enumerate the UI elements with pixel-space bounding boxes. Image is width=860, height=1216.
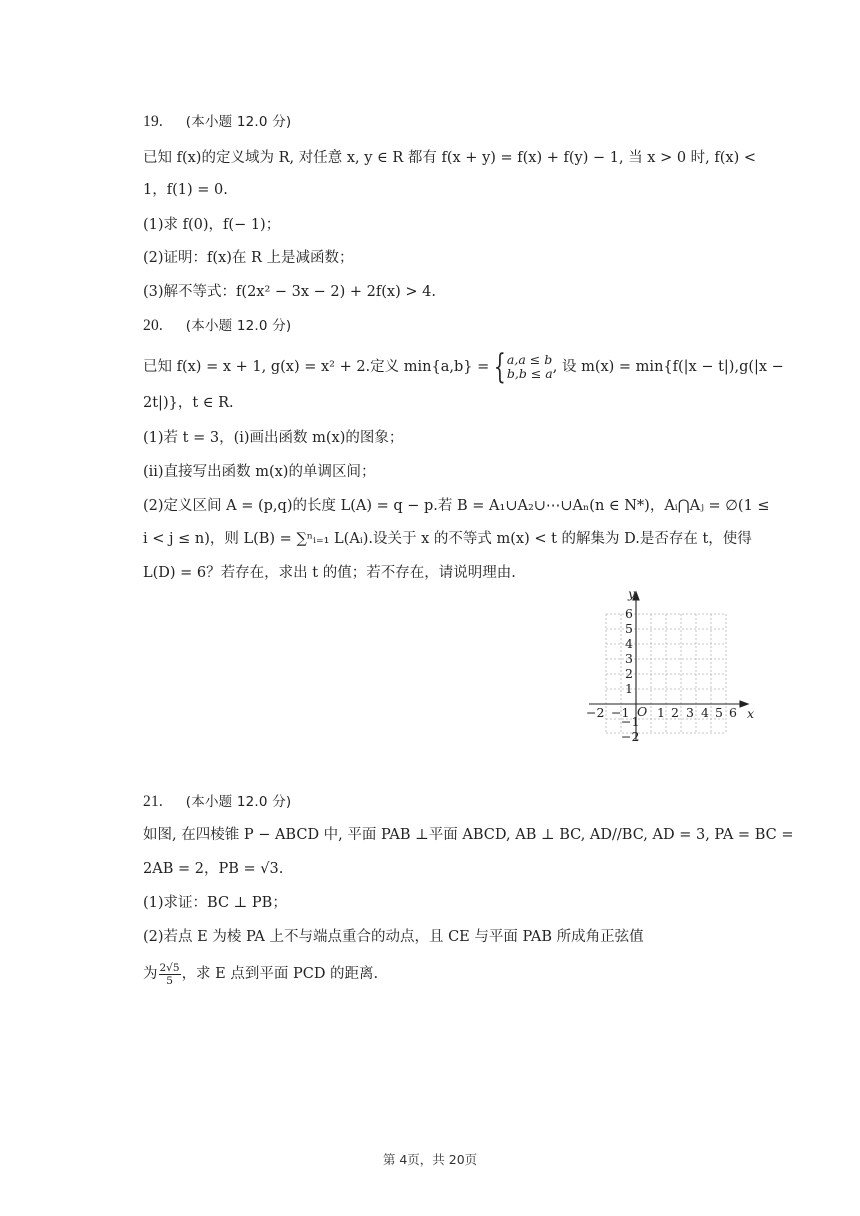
q20-part-2-cont: i < j ≤ n)，则 L(B) = ∑ⁿᵢ₌₁ L(Aᵢ).设关于 x 的不等式 m(x) < t 的解集为 D.是否存在 t，使得 [143,531,752,547]
fraction-denominator: 5 [166,974,173,987]
x-tick-neg2: −2 [586,705,605,720]
q19-part-3: (3)解不等式：f(2x² − 3x − 2) + 2f(x) > 4. [143,284,436,300]
q21-points: (本小题 12.0 分) [185,794,292,810]
q21-part-1: (1)求证：BC ⊥ PB； [143,895,287,911]
q20-header [143,316,291,336]
q20-part-1: (1)若 t = 3，(i)画出函数 m(x)的图象； [143,430,404,446]
q20-part-1-ii: (ii)直接写出函数 m(x)的单调区间； [143,464,376,480]
q20-points: (本小题 12.0 分) [185,318,292,334]
q21-line-2: 2AB = 2，PB = √3. [143,861,284,877]
page-footer: 第 4页，共 20页 [382,1152,478,1167]
q21-part-2: (2)若点 E 为棱 PA 上不与端点重合的动点，且 CE 与平面 PAB 所成角正弦值 [143,929,644,945]
coordinate-grid-figure [585,586,755,751]
q20-line-1-post: , 设 m(x) = min{f(|x − t|),g(|x − [552,359,784,375]
q19-number: 19. [143,113,163,130]
sine-fraction [159,962,181,987]
y-tick-6: 6 [625,606,633,621]
q21-last-post: ，求 E 点到平面 PCD 的距离. [181,966,379,982]
q20-line-1 [143,347,784,387]
q19-line-2: 1，f(1) = 0. [143,182,228,198]
x-tick-6: 6 [729,705,737,720]
x-axis-label: x [747,706,755,721]
y-tick-5: 5 [625,621,633,636]
brace-top: a,a ≤ b [506,352,553,367]
q19-line-1: 已知 f(x)的定义域为 R, 对任意 x, y ∈ R 都有 f(x + y) = f(x) + f(y) − 1, 当 x > 0 时, f(x) < [143,150,757,166]
q20-number: 20. [143,317,163,334]
y-tick-3: 3 [625,651,633,666]
x-tick-2: 2 [671,705,679,720]
q21-part-2-end [143,957,378,991]
x-tick-neg1: −1 [611,705,630,720]
x-tick-3: 3 [686,705,694,720]
q21-number: 21. [143,793,163,810]
y-axis-label: y [628,586,636,601]
x-tick-4: 4 [701,705,709,720]
y-tick-2: 2 [625,666,633,681]
q20-line-2: 2t|)}，t ∈ R. [143,395,234,411]
brace-bottom: b,b ≤ a [506,366,553,381]
y-tick-4: 4 [625,636,633,651]
q20-line-1-pre: 已知 f(x) = x + 1, g(x) = x² + 2.定义 min{a,b} = [143,359,490,375]
q20-part-2: (2)定义区间 A = (p,q)的长度 L(A) = q − p.若 B = A₁∪A₂∪⋯∪Aₙ(n ∈ N*)，Aᵢ⋂Aⱼ = ∅(1 ≤ [143,498,770,514]
origin-label: O [637,704,648,719]
x-tick-1: 1 [657,705,665,720]
piecewise-brace: { a,a ≤ b b,b ≤ a [494,347,553,387]
q19-part-1: (1)求 f(0)，f(− 1)； [143,217,281,233]
y-tick-neg2: −2 [621,729,640,744]
q21-header [143,792,291,812]
q20-part-2-end: L(D) = 6？若存在，求出 t 的值；若不存在，请说明理由. [143,565,516,581]
q21-last-pre: 为 [143,966,158,982]
fraction-numerator: 2√5 [159,961,180,974]
y-tick-neg1: −1 [621,714,640,729]
y-tick-1: 1 [625,681,633,696]
q19-points: (本小题 12.0 分) [185,114,292,130]
x-tick-5: 5 [715,705,723,720]
q19-part-2: (2)证明：f(x)在 R 上是减函数； [143,250,354,266]
q21-line-1: 如图, 在四棱锥 P − ABCD 中, 平面 PAB ⊥平面 ABCD, AB ⊥ BC, AD//BC, AD = 3, PA = BC = [143,827,794,843]
q19-header [143,112,291,132]
